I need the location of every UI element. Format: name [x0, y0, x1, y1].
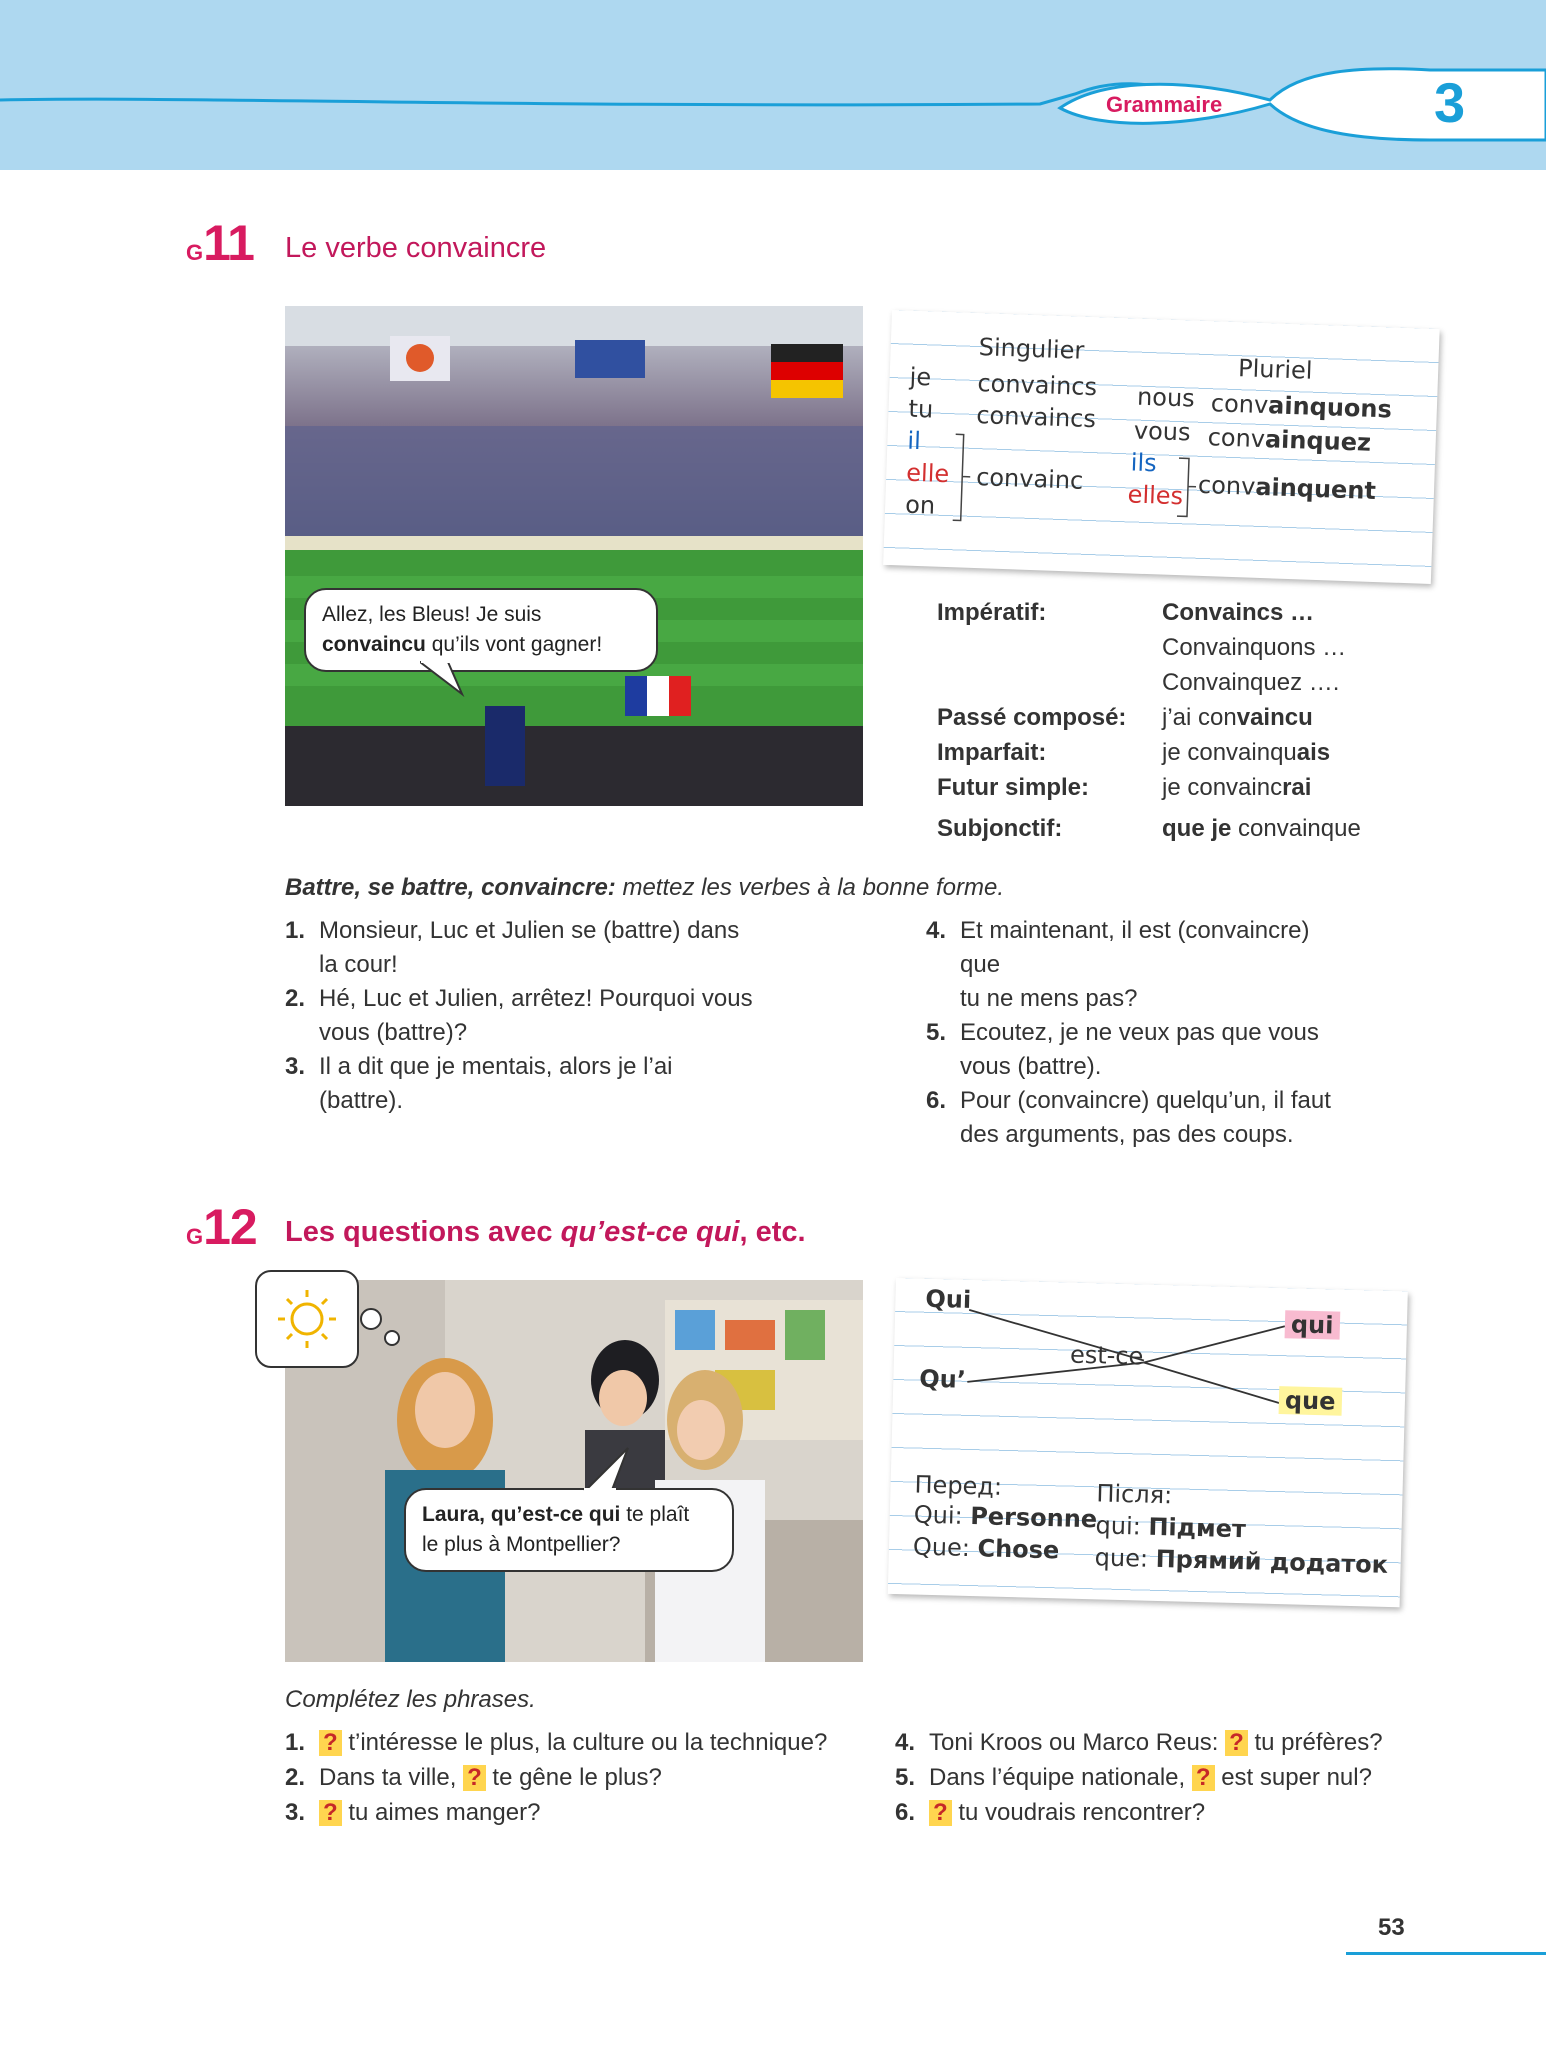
- bubble-line-1: Allez, les Bleus! Je suis: [322, 603, 542, 626]
- bubble-line-2: le plus à Montpellier?: [422, 1533, 621, 1556]
- blank-placeholder: ?: [1192, 1765, 1215, 1791]
- bubble-line-1: Laura, qu’est-ce qui te plaît: [422, 1503, 690, 1526]
- header-wave-graphic: [0, 0, 1546, 170]
- g11-exercise-1: 1. Monsieur, Luc et Julien se (battre) dans la cour!: [285, 917, 740, 978]
- form-nous: convainquons: [1210, 389, 1393, 424]
- g12-instruction: Complétez les phrases.: [285, 1686, 536, 1713]
- subjonctif-label: Subjonctif:: [937, 815, 1063, 842]
- stadium-illustration: [285, 306, 863, 806]
- card-que-chose: Que: Chose: [912, 1532, 1060, 1565]
- card-que-object: que: Прямий додаток: [1094, 1543, 1389, 1579]
- g11-exercise-3: 3. Il a dit que je mentais, alors je l’ai (battre).: [285, 1053, 673, 1114]
- section-heading-g12: [186, 1198, 257, 1256]
- bubble-bold-word: convaincu: [322, 633, 426, 656]
- g12-exercise-2: 2. Dans ta ville, ? te gêne le plus?: [285, 1764, 662, 1791]
- page-number: 53: [1378, 1914, 1405, 1941]
- card-qui-right: qui: [1285, 1310, 1340, 1339]
- g11-instruction: Battre, se battre, convaincre: mettez les verbes à la bonne forme.: [285, 874, 1004, 901]
- futur-simple-form: je convaincrai: [1162, 774, 1312, 801]
- g12-exercise-4: 4. Toni Kroos ou Marco Reus: ? tu préfères?: [895, 1729, 1383, 1756]
- pluriel-label: Pluriel: [1237, 354, 1313, 385]
- form-vous: convainquez: [1207, 423, 1372, 457]
- g12-exercise-1: 1. ? t’intéresse le plus, la culture ou la technique?: [285, 1729, 828, 1756]
- chapter-number: 3: [1434, 71, 1466, 134]
- bracket-plural: [1175, 456, 1199, 521]
- thought-dot-large: [360, 1308, 382, 1330]
- pronoun-nous: nous: [1136, 382, 1196, 413]
- bubble-tail: [576, 1446, 636, 1492]
- blank-placeholder: ?: [463, 1765, 486, 1791]
- section-g-label: G: [186, 1224, 204, 1249]
- stadium-photo: [285, 306, 863, 806]
- blank-placeholder: ?: [929, 1800, 952, 1826]
- section-title-g11: Le verbe convaincre: [285, 232, 547, 264]
- card-qui-subject: qui: Підмет: [1095, 1511, 1247, 1544]
- g11-exercise-6: 6. Pour (convaincre) quelqu’un, il faut des arguments, pas des coups.: [926, 1087, 1331, 1148]
- blank-placeholder: ?: [1225, 1730, 1248, 1756]
- imparfait-label: Imparfait:: [937, 739, 1047, 766]
- card-qui-left: Qui: [925, 1284, 972, 1314]
- card-qui-personne: Qui: Personne: [913, 1500, 1098, 1534]
- thought-dot-small: [384, 1330, 400, 1346]
- imperatif-label: Impératif:: [937, 599, 1047, 626]
- g11-exercise-4: 4. Et maintenant, il est (convaincre) que tu ne mens pas?: [926, 917, 1310, 1012]
- card-est-ce: est-ce: [1069, 1340, 1144, 1371]
- footer-rule: [1346, 1952, 1546, 1955]
- section-title-g12: Les questions avec qu’est-ce qui, etc.: [285, 1216, 806, 1248]
- bubble-line-2: [322, 630, 640, 660]
- blank-placeholder: ?: [319, 1730, 342, 1756]
- pronoun-vous: vous: [1133, 416, 1192, 447]
- passe-compose-label: Passé composé:: [937, 704, 1127, 731]
- pronoun-tu: tu: [908, 394, 934, 424]
- section-number: 11: [203, 215, 254, 271]
- bubble-line-2-rest: qu’ils vont gagner!: [425, 633, 603, 656]
- pronoun-ils: ils: [1130, 448, 1158, 478]
- bubble-tail: [420, 660, 480, 700]
- form-ils-elles: convainquent: [1197, 470, 1377, 505]
- passe-compose-form: j’ai convaincu: [1162, 704, 1313, 731]
- chapter-tab-label: Grammaire: [1106, 92, 1223, 117]
- g12-exercise-6: 6. ? tu voudrais rencontrer?: [895, 1799, 1206, 1826]
- form-tu: convaincs: [975, 401, 1097, 434]
- conjugation-card: [883, 310, 1440, 584]
- g11-exercise-5: 5. Ecoutez, je ne veux pas que vous vous (battre).: [926, 1019, 1319, 1080]
- form-je: convaincs: [977, 369, 1098, 402]
- subjonctif-form: que je convainque: [1162, 815, 1361, 842]
- pronoun-je: je: [909, 362, 932, 392]
- section-g-label: G: [186, 240, 204, 265]
- sun-icon: [257, 1272, 357, 1366]
- pronoun-il: il: [906, 426, 922, 456]
- card-qu-left: Qu’: [919, 1364, 967, 1394]
- classroom-speech-bubble: [404, 1488, 734, 1572]
- futur-simple-label: Futur simple:: [937, 774, 1090, 801]
- thought-bubble: [255, 1270, 359, 1368]
- classroom-illustration: [285, 1280, 863, 1662]
- g12-exercise-3: 3. ? tu aimes manger?: [285, 1799, 541, 1826]
- card-que-right: que: [1279, 1386, 1342, 1416]
- pronoun-elles: elles: [1127, 480, 1184, 511]
- g11-exercise-2: 2. Hé, Luc et Julien, arrêtez! Pourquoi vous vous (battre)?: [285, 985, 753, 1046]
- card-avant-label: Перед:: [914, 1470, 1003, 1501]
- pronoun-on: on: [904, 490, 936, 520]
- g12-exercise-5: 5. Dans l’équipe nationale, ? est super nul?: [895, 1764, 1372, 1791]
- question-word-card: [888, 1278, 1408, 1607]
- form-il-elle-on: convainc: [975, 463, 1084, 495]
- imperatif-form-1: Convaincs …: [1162, 599, 1315, 626]
- imperatif-form-2: Convainquons …: [1162, 634, 1347, 661]
- stadium-speech-bubble: [304, 588, 658, 672]
- section-heading-g11: [186, 214, 254, 272]
- section-number: 12: [203, 1199, 257, 1255]
- blank-placeholder: ?: [319, 1800, 342, 1826]
- bracket-singular: [951, 432, 974, 525]
- pronoun-elle: elle: [905, 458, 950, 489]
- classroom-photo: [285, 1280, 863, 1662]
- imperatif-form-3: Convainquez ….: [1162, 669, 1340, 696]
- singulier-label: Singulier: [978, 333, 1085, 365]
- card-apres-label: Після:: [1096, 1479, 1173, 1510]
- imparfait-form: je convainquais: [1162, 739, 1331, 766]
